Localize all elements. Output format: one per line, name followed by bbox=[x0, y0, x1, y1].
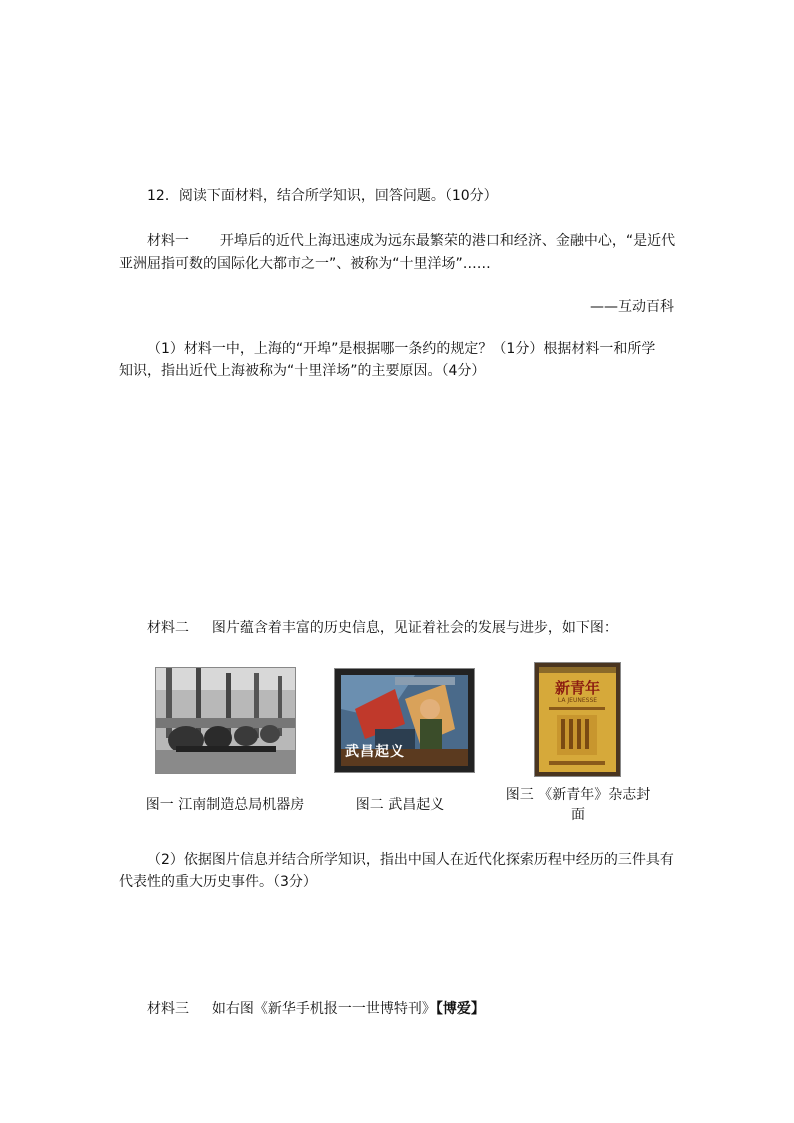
sub-question-2-line1: （2）依据图片信息并结合所学知识，指出中国人在近代化探索历程中经历的三件具有 bbox=[147, 852, 674, 868]
cover-subtitle: LA JEUNESSE bbox=[557, 697, 598, 704]
material3-bold-tag: 【博爱】 bbox=[435, 1001, 485, 1017]
sub-question-2-line2: 代表性的重大历史事件。（3分） bbox=[119, 874, 317, 890]
material3-text: 如右图《新华手机报一一世博特刊》 bbox=[211, 1001, 436, 1017]
sub-question-1-line2: 知识，指出近代上海被称为“十里洋场”的主要原因。（4分） bbox=[119, 363, 486, 379]
figure3-caption-line2: 面 bbox=[571, 807, 585, 823]
material2-text: 图片蕴含着丰富的历史信息，见证着社会的发展与进步，如下图： bbox=[211, 620, 618, 636]
material3-label: 材料三 bbox=[147, 1001, 189, 1017]
figure-wuchang-uprising-painting bbox=[334, 668, 475, 773]
cover-title: 新青年 bbox=[554, 679, 600, 697]
sub-question-1-line1: （1）材料一中，上海的“开埠”是根据哪一条约的规定？（1分）根据材料一和所学 bbox=[147, 341, 656, 357]
figure3-caption-line1: 图三 《新青年》杂志封 bbox=[505, 787, 651, 803]
factory-photo-image bbox=[156, 668, 295, 773]
material1-source: ——互动百科 bbox=[590, 299, 674, 315]
material1-line1 bbox=[147, 230, 675, 252]
material3-line bbox=[147, 998, 485, 1020]
figure-new-youth-cover bbox=[534, 662, 621, 777]
figure2-overlay-text: 武昌起义 bbox=[345, 744, 405, 760]
material1-line2: 亚洲屈指可数的国际化大都市之一”、被称为“十里洋场”…… bbox=[119, 256, 491, 272]
figure2-caption: 图二 武昌起义 bbox=[355, 797, 445, 813]
material2-line bbox=[147, 617, 618, 639]
material1-label: 材料一 bbox=[147, 233, 189, 249]
material1-text-1: 开埠后的近代上海迅速成为远东最繁荣的港口和经济、金融中心，“是近代 bbox=[219, 233, 676, 249]
figure-jiangnan-factory-photo bbox=[155, 667, 296, 774]
question-heading: 12．阅读下面材料，结合所学知识，回答问题。（10分） bbox=[147, 188, 498, 204]
material2-label: 材料二 bbox=[147, 620, 189, 636]
figure1-caption: 图一 江南制造总局机器房 bbox=[145, 797, 305, 813]
figure3-caption bbox=[500, 785, 656, 825]
